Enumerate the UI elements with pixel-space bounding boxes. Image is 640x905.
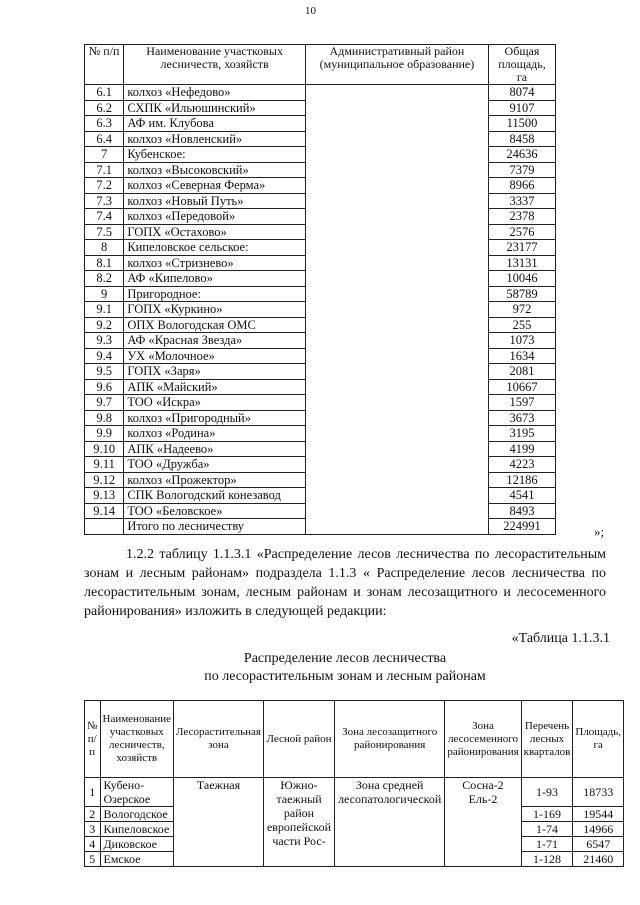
row-name: колхоз «Новый Путь» bbox=[124, 193, 306, 209]
table-caption-line-2: по лесорастительным зонам и лесным районам bbox=[204, 669, 486, 684]
row-name: колхоз «Передовой» bbox=[124, 209, 306, 225]
table-label: «Таблица 1.1.3.1 bbox=[511, 631, 610, 646]
protection-zone-cell: Зона средней лесопатологической bbox=[335, 778, 445, 867]
district-cell bbox=[305, 85, 488, 535]
row-name: ТОО «Беловское» bbox=[124, 503, 306, 519]
row-name: Кубено-Озерское bbox=[100, 778, 174, 807]
table-header-row bbox=[85, 701, 624, 778]
header-area: Общая площадь, га bbox=[488, 45, 555, 85]
header-district: Административный район (муниципальное образование) bbox=[305, 45, 488, 85]
row-area: 12186 bbox=[488, 472, 555, 488]
row-name: СХПК «Ильюшинский» bbox=[124, 100, 306, 116]
row-number: 9.2 bbox=[85, 317, 124, 333]
row-number: 9.4 bbox=[85, 348, 124, 364]
row-number: 9.8 bbox=[85, 410, 124, 426]
row-name: колхоз «Новленский» bbox=[124, 131, 306, 147]
row-number: 7.3 bbox=[85, 193, 124, 209]
table-row bbox=[85, 85, 556, 101]
row-number: 2 bbox=[85, 807, 101, 822]
row-name: ГОПХ «Куркино» bbox=[124, 302, 306, 318]
row-area: 255 bbox=[488, 317, 555, 333]
row-name: СПК Вологодский конезавод bbox=[124, 488, 306, 504]
row-area: 3673 bbox=[488, 410, 555, 426]
row-area: 19544 bbox=[573, 807, 624, 822]
row-area: 3337 bbox=[488, 193, 555, 209]
row-number: 7.4 bbox=[85, 209, 124, 225]
row-name: АФ «Кипелово» bbox=[124, 271, 306, 287]
row-name: ОПХ Вологодская ОМС bbox=[124, 317, 306, 333]
header-quarters: Перечень лесных кварталов bbox=[521, 701, 573, 778]
row-name: АФ «Красная Звезда» bbox=[124, 333, 306, 349]
row-number: 1 bbox=[85, 778, 101, 807]
row-area: 10046 bbox=[488, 271, 555, 287]
row-area: 6547 bbox=[573, 837, 624, 852]
page-number: 10 bbox=[305, 5, 316, 17]
row-number: 9.14 bbox=[85, 503, 124, 519]
row-number: 8.1 bbox=[85, 255, 124, 271]
row-number: 9.7 bbox=[85, 395, 124, 411]
row-area: 2576 bbox=[488, 224, 555, 240]
row-name: Кипеловское сельское: bbox=[124, 240, 306, 256]
header-name: Наименование участковых лесничеств, хозяйств bbox=[124, 45, 306, 85]
row-name: колхоз «Нефедово» bbox=[124, 85, 306, 101]
row-quarters: 1-71 bbox=[521, 837, 573, 852]
row-name: УХ «Молочное» bbox=[124, 348, 306, 364]
header-vegetation-zone: Лесорастительная зона bbox=[174, 701, 264, 778]
closing-mark: »; bbox=[594, 524, 605, 539]
row-number: 7 bbox=[85, 147, 124, 163]
row-area: 8458 bbox=[488, 131, 555, 147]
row-name: Итого по лесничеству bbox=[124, 519, 306, 535]
vegetation-zone-cell: Таежная bbox=[174, 778, 264, 867]
row-number: 9.12 bbox=[85, 472, 124, 488]
row-name: ГОПХ «Остахово» bbox=[124, 224, 306, 240]
forestry-area-table bbox=[84, 44, 556, 535]
row-name: колхоз «Прожектор» bbox=[124, 472, 306, 488]
row-name: АФ им. Клубова bbox=[124, 116, 306, 132]
row-area: 21460 bbox=[573, 852, 624, 867]
header-seed-zone: Зона лесосеменного районирования bbox=[445, 701, 521, 778]
row-number: 9.6 bbox=[85, 379, 124, 395]
row-number: 8 bbox=[85, 240, 124, 256]
row-name: Вологодское bbox=[100, 807, 174, 822]
row-name: колхоз «Пригородный» bbox=[124, 410, 306, 426]
row-name: Кипеловское bbox=[100, 822, 174, 837]
row-area: 2081 bbox=[488, 364, 555, 380]
table-row bbox=[85, 778, 624, 807]
row-name: Кубенское: bbox=[124, 147, 306, 163]
forest-zones-table bbox=[84, 700, 624, 867]
row-area: 8493 bbox=[488, 503, 555, 519]
row-area: 972 bbox=[488, 302, 555, 318]
row-quarters: 1-74 bbox=[521, 822, 573, 837]
header-area: Площадь, га bbox=[573, 701, 624, 778]
row-area: 224991 bbox=[488, 519, 555, 535]
row-area: 10667 bbox=[488, 379, 555, 395]
row-number: 9.1 bbox=[85, 302, 124, 318]
row-number: 7.5 bbox=[85, 224, 124, 240]
row-number: 9 bbox=[85, 286, 124, 302]
row-quarters: 1-128 bbox=[521, 852, 573, 867]
row-number: 9.3 bbox=[85, 333, 124, 349]
row-name: Пригородное: bbox=[124, 286, 306, 302]
header-number: № п/п bbox=[85, 701, 101, 778]
row-number: 3 bbox=[85, 822, 101, 837]
header-number: № п/п bbox=[85, 45, 124, 85]
table-header-row bbox=[85, 45, 556, 85]
row-area: 13131 bbox=[488, 255, 555, 271]
row-area: 18733 bbox=[573, 778, 624, 807]
row-name: колхоз «Родина» bbox=[124, 426, 306, 442]
row-name: АПК «Майский» bbox=[124, 379, 306, 395]
seed-zone-cell: Сосна-2 Ель-2 bbox=[445, 778, 521, 867]
row-number: 7.2 bbox=[85, 178, 124, 194]
row-name: колхоз «Северная Ферма» bbox=[124, 178, 306, 194]
row-area: 58789 bbox=[488, 286, 555, 302]
header-forest-district: Лесной район bbox=[263, 701, 334, 778]
amendment-paragraph: 1.2.2 таблицу 1.1.3.1 «Распределение лесов лесничества по лесорастительным зонам и лесным районам» подраздела 1.1.3 « Распределение лесов лесничества по лесорастительным зонам, лесным районам и зонам лесозащитного и лесосеменного районирования» изложить в следующей редакции: bbox=[84, 547, 606, 619]
forest-district-cell: Южно-таежный район европейской части Рос- bbox=[263, 778, 334, 867]
row-number bbox=[85, 519, 124, 535]
row-area: 8074 bbox=[488, 85, 555, 101]
row-number: 6.1 bbox=[85, 85, 124, 101]
row-number: 9.13 bbox=[85, 488, 124, 504]
row-area: 24636 bbox=[488, 147, 555, 163]
row-number: 9.10 bbox=[85, 441, 124, 457]
table-caption-line-1: Распределение лесов лесничества bbox=[243, 651, 447, 666]
row-name: ТОО «Дружба» bbox=[124, 457, 306, 473]
row-name: колхоз «Высоковский» bbox=[124, 162, 306, 178]
row-number: 4 bbox=[85, 837, 101, 852]
row-number: 9.11 bbox=[85, 457, 124, 473]
row-area: 8966 bbox=[488, 178, 555, 194]
row-area: 3195 bbox=[488, 426, 555, 442]
row-area: 4199 bbox=[488, 441, 555, 457]
row-number: 7.1 bbox=[85, 162, 124, 178]
row-area: 11500 bbox=[488, 116, 555, 132]
row-name: колхоз «Стризнево» bbox=[124, 255, 306, 271]
row-area: 2378 bbox=[488, 209, 555, 225]
row-name: ТОО «Искра» bbox=[124, 395, 306, 411]
row-area: 1073 bbox=[488, 333, 555, 349]
row-number: 6.4 bbox=[85, 131, 124, 147]
row-number: 5 bbox=[85, 852, 101, 867]
row-area: 4223 bbox=[488, 457, 555, 473]
row-number: 9.9 bbox=[85, 426, 124, 442]
row-area: 1634 bbox=[488, 348, 555, 364]
row-name: Емское bbox=[100, 852, 174, 867]
row-area: 9107 bbox=[488, 100, 555, 116]
row-area: 7379 bbox=[488, 162, 555, 178]
row-name: ГОПХ «Заря» bbox=[124, 364, 306, 380]
row-name: АПК «Надеево» bbox=[124, 441, 306, 457]
row-number: 8.2 bbox=[85, 271, 124, 287]
row-number: 6.2 bbox=[85, 100, 124, 116]
row-area: 4541 bbox=[488, 488, 555, 504]
row-number: 6.3 bbox=[85, 116, 124, 132]
row-name: Диковское bbox=[100, 837, 174, 852]
row-number: 9.5 bbox=[85, 364, 124, 380]
row-area: 14966 bbox=[573, 822, 624, 837]
row-area: 1597 bbox=[488, 395, 555, 411]
row-quarters: 1-169 bbox=[521, 807, 573, 822]
header-protection-zone: Зона лесозащитного районирования bbox=[335, 701, 445, 778]
header-name: Наименование участковых лесничеств, хозяйств bbox=[100, 701, 174, 778]
row-area: 23177 bbox=[488, 240, 555, 256]
row-quarters: 1-93 bbox=[521, 778, 573, 807]
